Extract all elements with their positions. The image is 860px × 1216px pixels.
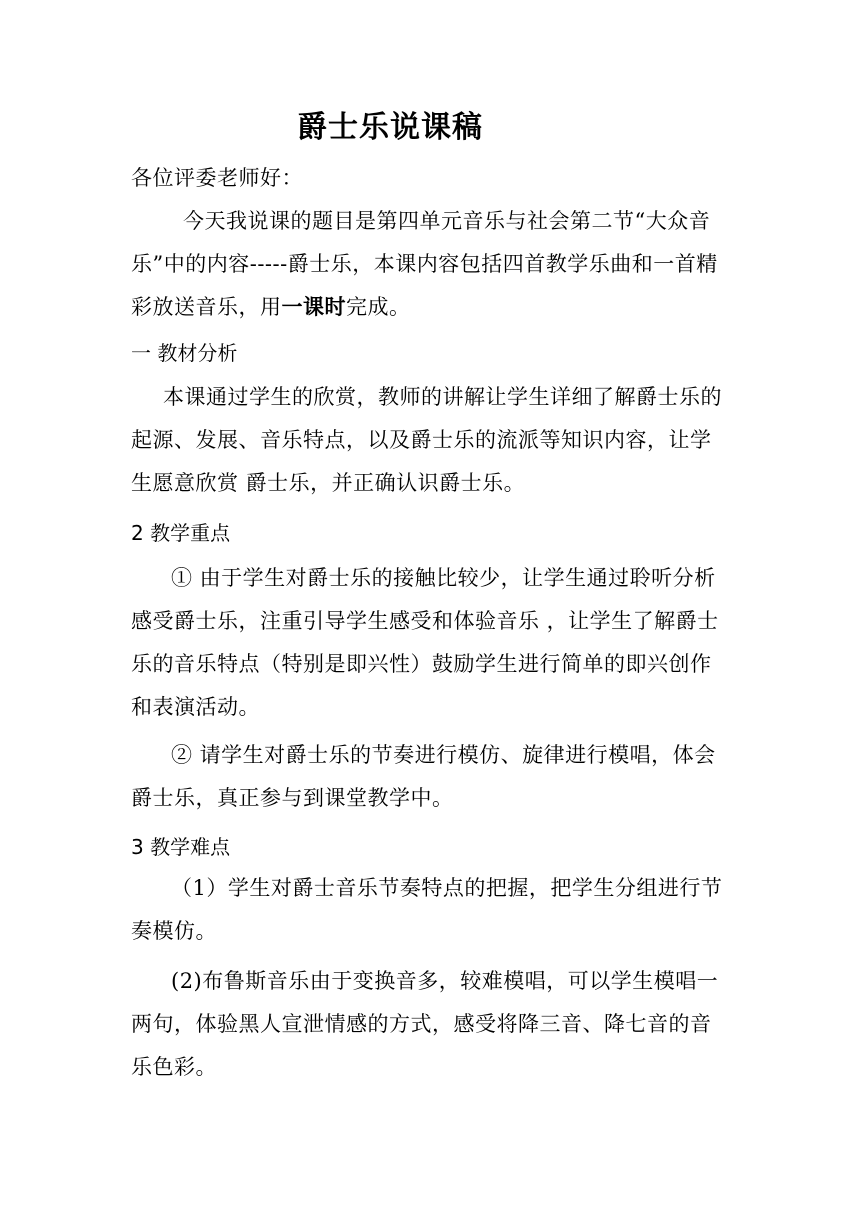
section2-item1: ① 由于学生对爵士乐的接触比较少，让学生通过聆听分析感受爵士乐，注重引导学生感受和体验音乐 ，让学生了解爵士乐的音乐特点（特别是即兴性）鼓励学生进行简单的即兴创作和表演活动。 <box>131 566 719 719</box>
intro-end-text: 完成。 <box>346 295 411 319</box>
intro-text: 今天我说课的题目是第四单元音乐与社会第二节“大众音乐”中的内容-----爵士乐，本课内容包括四首教学乐曲和一首精彩放送音乐，用 <box>131 209 718 319</box>
page-title: 爵士乐说课稿 <box>297 110 483 145</box>
section2-item2: ② 请学生对爵士乐的节奏进行模仿、旋律进行模唱，体会爵士乐，真正参与到课堂教学中。 <box>131 743 716 810</box>
section3-heading: 3 教学难点 <box>131 835 231 859</box>
greeting-text: 各位评委老师好： <box>131 166 303 190</box>
section2-heading: 2 教学重点 <box>131 521 231 545</box>
section3-item2: (2)布鲁斯音乐由于变换音多，较难模唱，可以学生模唱一两句，体验黑人宣泄情感的方式，感受将降三音、降七音的音乐色彩。 <box>131 969 719 1079</box>
intro-bold-text: 一课时 <box>281 295 346 319</box>
intro-paragraph <box>131 200 731 329</box>
section1-paragraph: 本课通过学生的欣赏，教师的讲解让学生详细了解爵士乐的起源、发展、音乐特点，以及爵士乐的流派等知识内容，让学生愿意欣赏 爵士乐，并正确认识爵士乐。 <box>131 385 722 495</box>
section1-heading: 一 教材分析 <box>131 341 238 365</box>
section3-item1: （1）学生对爵士音乐节奏特点的把握，把学生分组进行节奏模仿。 <box>131 876 723 943</box>
